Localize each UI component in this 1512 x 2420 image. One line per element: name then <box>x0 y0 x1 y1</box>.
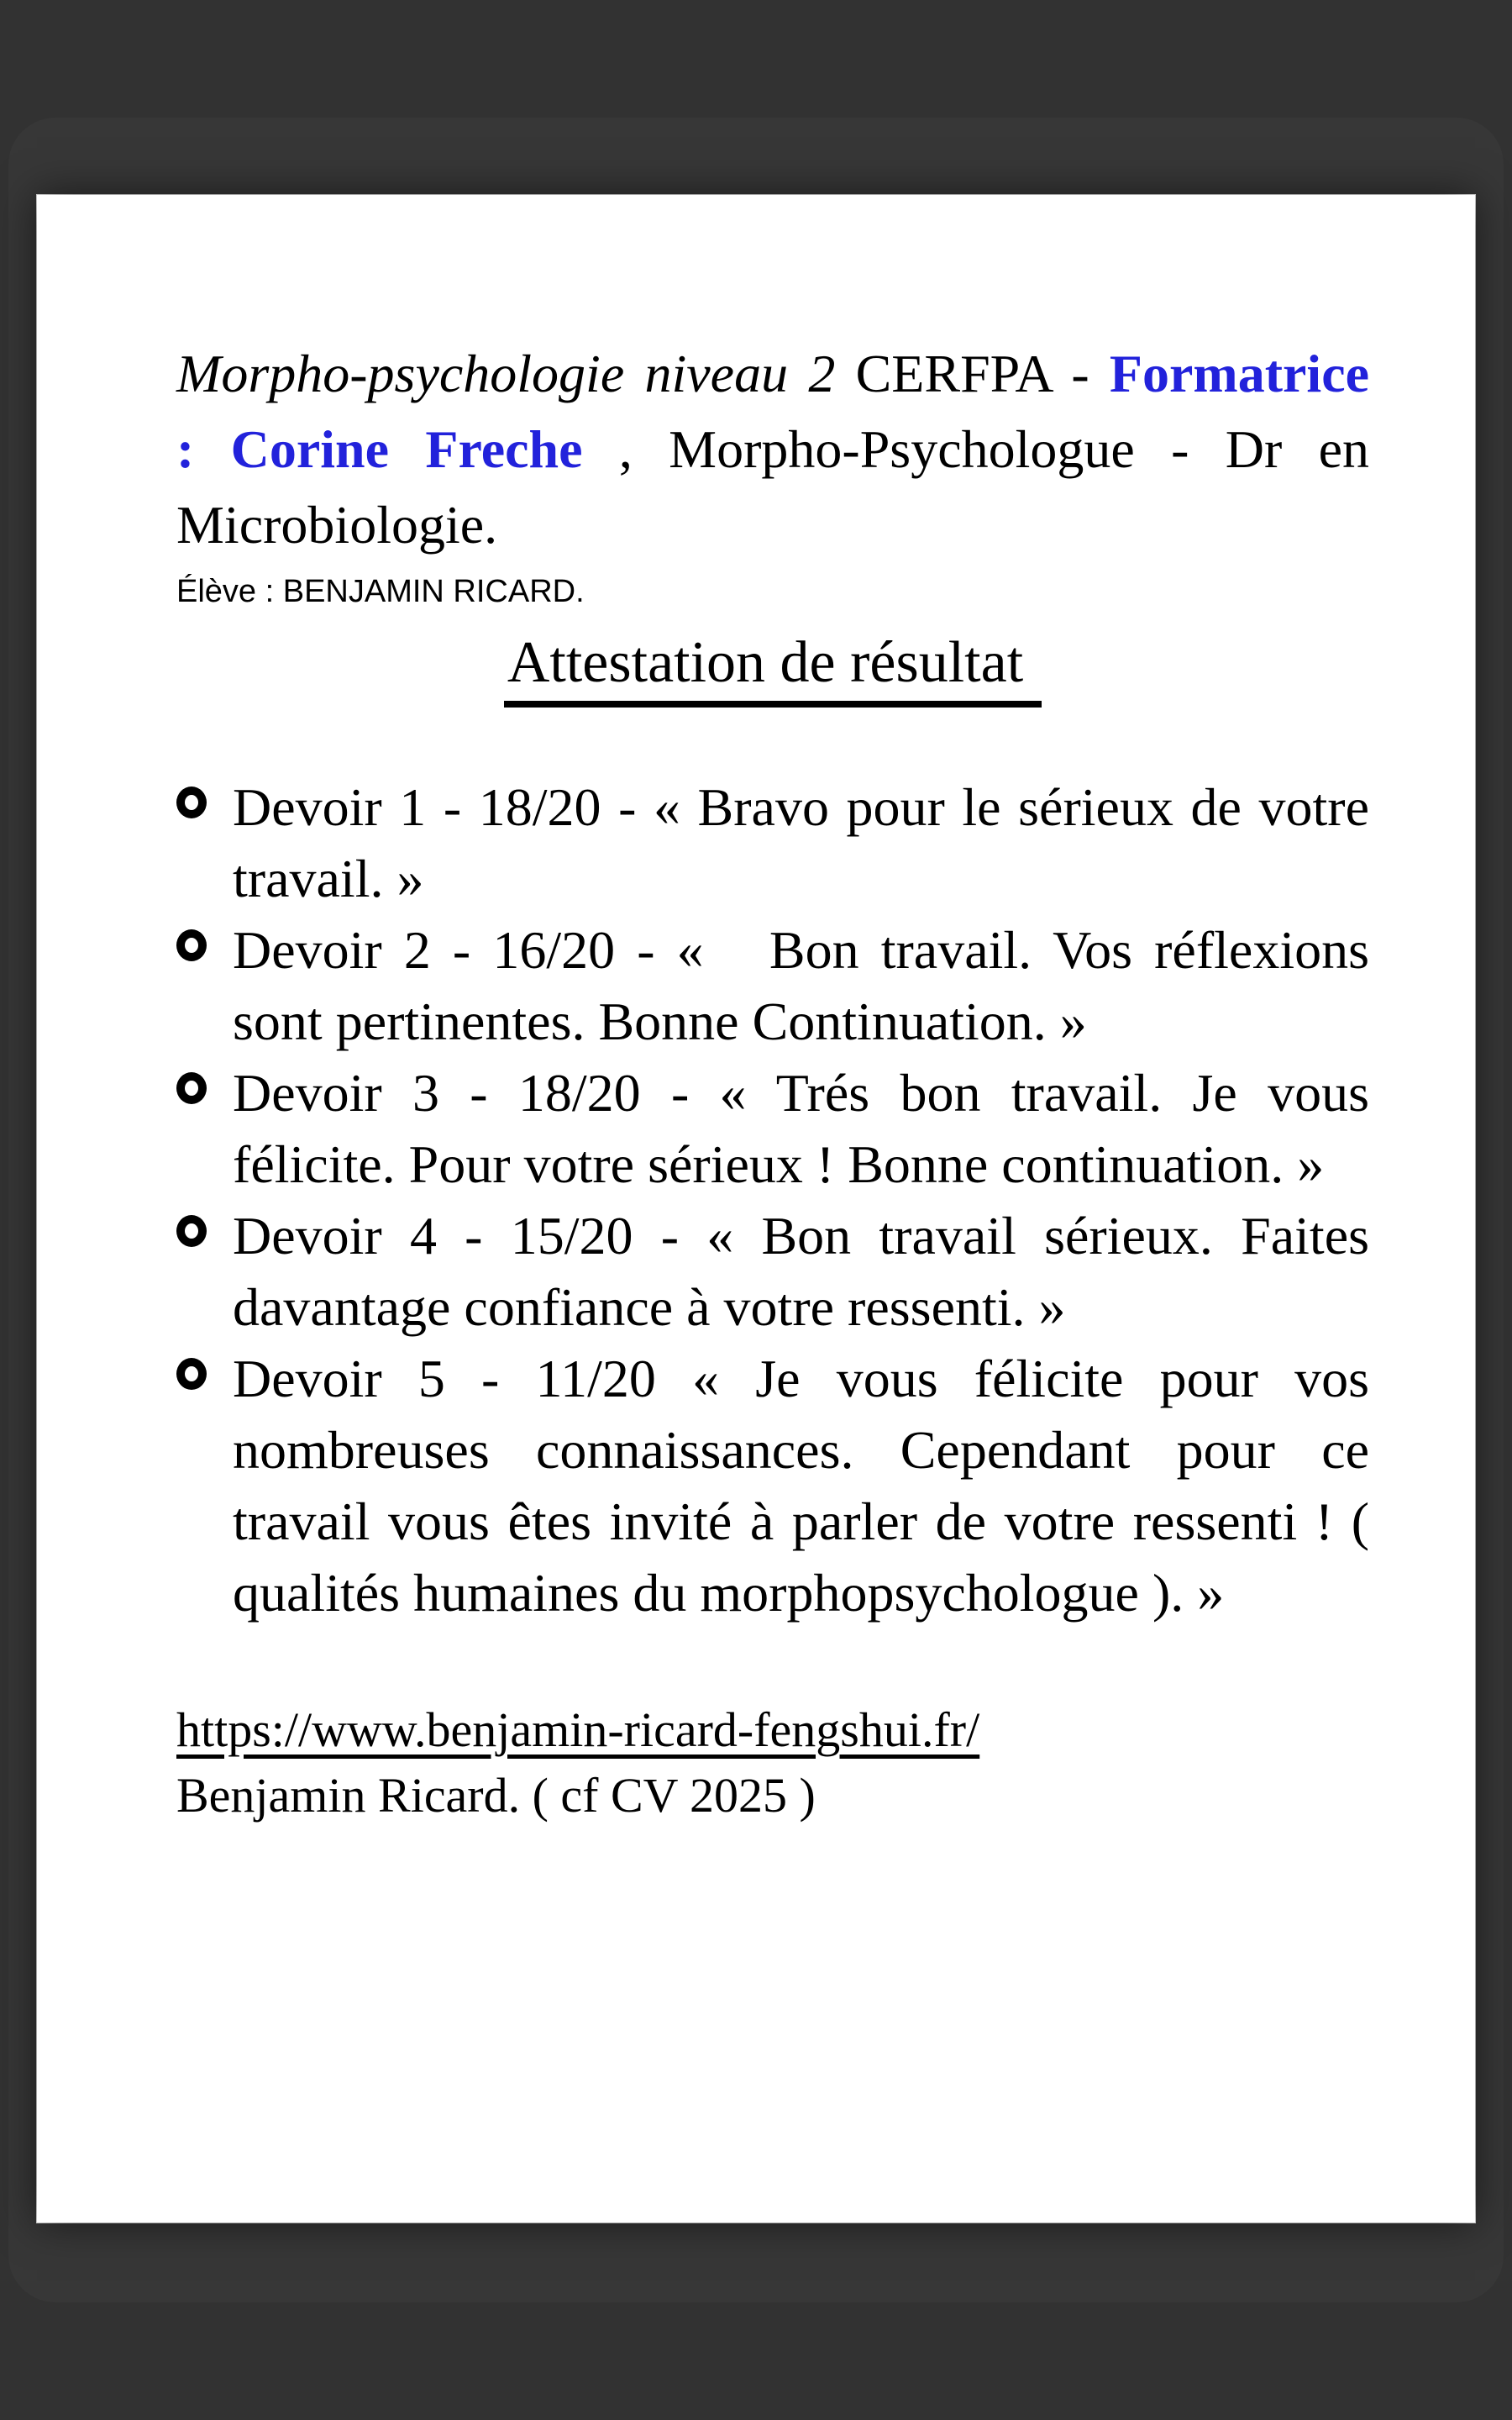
course-title-italic-segment: Morpho-psychologie niveau 2 <box>176 344 856 403</box>
trainer-name: Formatrice : Corine Freche <box>176 344 1370 479</box>
website-link[interactable]: https://www.benjamin-ricard-fengshui.fr/ <box>176 1702 980 1757</box>
student-line: Élève : BENJAMIN RICARD. <box>176 574 585 609</box>
bullet-ring-icon <box>176 1072 207 1104</box>
results-list <box>176 771 1369 1628</box>
result-text: Devoir 1 - 18/20 - « Bravo pour le sérieux de votre travail. » <box>233 777 1369 908</box>
result-item-devoir-5 <box>176 1343 1369 1628</box>
bullet-ring-icon <box>176 786 207 818</box>
result-item-devoir-1 <box>176 771 1369 914</box>
bullet-ring-icon <box>176 1215 207 1247</box>
result-text: Devoir 4 - 15/20 - « Bon travail sérieux. Faites davantage confiance à votre ressenti. » <box>233 1206 1369 1337</box>
result-item-devoir-4 <box>176 1200 1369 1343</box>
signature-line: Benjamin Ricard. ( cf CV 2025 ) <box>176 1768 816 1823</box>
attestation-heading: Attestation de résultat <box>504 627 1042 708</box>
course-title-credentials-segment: , Morpho-Psychologue - Dr en Microbiologie. <box>176 419 1370 555</box>
course-title <box>176 336 1369 563</box>
document-page <box>37 195 1475 2223</box>
heading-row <box>176 627 1369 708</box>
result-text: Devoir 5 - 11/20 « Je vous félicite pour vos nombreuses connaissances. Cependant pour ce travail vous êtes invité à parler de votre ressenti ! ( qualités humaines du morphopsychologue ). » <box>233 1349 1369 1623</box>
page-content <box>37 195 1475 1828</box>
result-item-devoir-3 <box>176 1057 1369 1200</box>
bullet-ring-icon <box>176 929 207 961</box>
bullet-ring-icon <box>176 1358 207 1390</box>
document-footer <box>176 1697 1369 1828</box>
result-text: Devoir 2 - 16/20 - « Bon travail. Vos réflexions sont pertinentes. Bonne Continuation. » <box>233 920 1369 1051</box>
result-item-devoir-2 <box>176 914 1369 1057</box>
course-title-school-segment: CERFPA - <box>855 344 1110 403</box>
result-text: Devoir 3 - 18/20 - « Trés bon travail. Je vous félicite. Pour votre sérieux ! Bonne continuation. » <box>233 1063 1369 1194</box>
